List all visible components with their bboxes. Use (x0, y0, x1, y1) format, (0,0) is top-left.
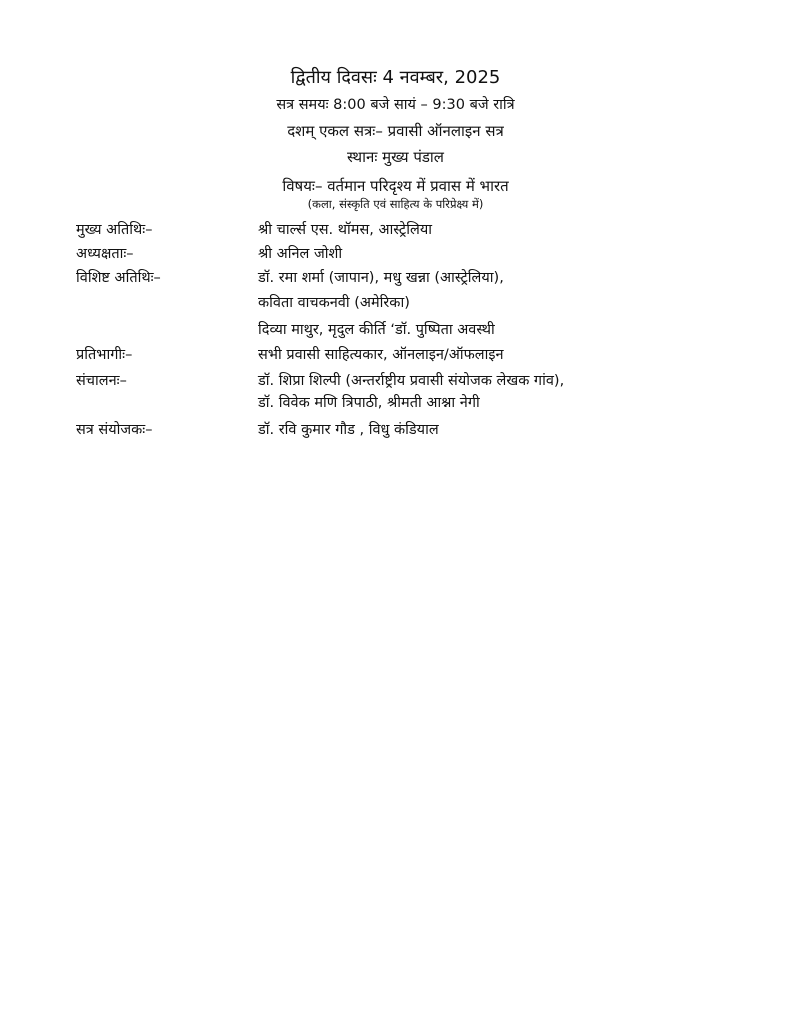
session-time: सत्र समयः 8:00 बजे सायं – 9:30 बजे रात्रि (276, 97, 515, 113)
special-guests-line-2: कविता वाचकनवी (अमेरिका) (258, 295, 410, 311)
session-name: दशम् एकल सत्रः– प्रवासी ऑनलाइन सत्र (287, 122, 504, 140)
coordinator-value: डॉ. रवि कुमार गौड , विधु कंडियाल (258, 422, 439, 438)
special-guests-label: विशिष्ट अतिथिः– (76, 270, 161, 286)
chief-guest-value: श्री चार्ल्स एस. थॉमस, आस्ट्रेलिया (258, 222, 432, 238)
participants-value: सभी प्रवासी साहित्यकार, ऑनलाइन/ऑफलाइन (258, 347, 504, 363)
venue: स्थानः मुख्य पंडाल (347, 148, 444, 166)
topic-subtitle: (कला, संस्कृति एवं साहित्य के परिप्रेक्ष्य में) (307, 197, 484, 211)
moderation-line-2: डॉ. विवेक मणि त्रिपाठी, श्रीमती आश्ना नेगी (258, 395, 480, 411)
moderation-line-1: डॉ. शिप्रा शिल्पी (अन्तर्राष्ट्रीय प्रवासी संयोजक लेखक गांव), (258, 373, 565, 389)
president-label: अध्यक्षताः– (76, 246, 134, 262)
coordinator-label: सत्र संयोजकः– (76, 422, 153, 438)
chief-guest-label: मुख्य अतिथिः– (76, 222, 153, 238)
special-guests-line-3: दिव्या माथुर, मृदुल कीर्ति ‘डॉ. पुष्पिता अवस्थी (258, 322, 495, 338)
moderation-label: संचालनः– (76, 373, 127, 389)
president-value: श्री अनिल जोशी (258, 246, 343, 262)
participants-label: प्रतिभागीः– (76, 347, 133, 363)
topic: विषयः– वर्तमान परिदृश्य में प्रवास में भारत (282, 177, 509, 195)
special-guests-line-1: डॉ. रमा शर्मा (जापान), मधु खन्ना (आस्ट्रेलिया), (258, 270, 504, 286)
page-title: द्वितीय दिवसः 4 नवम्बर, 2025 (290, 67, 501, 88)
